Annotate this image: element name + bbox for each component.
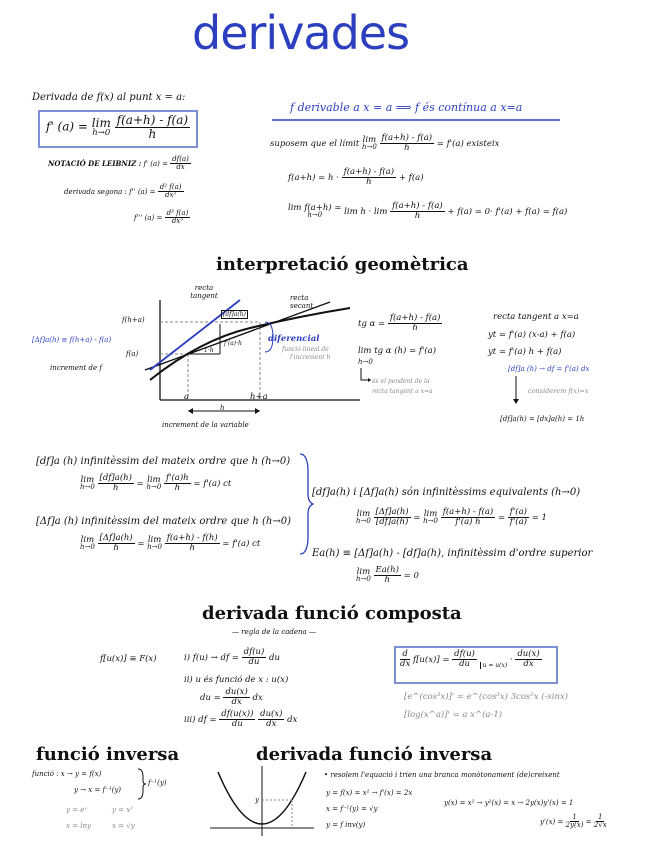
rt-consider: considerem f(x)=x — [528, 387, 589, 395]
chain-f: f[u(x)] = — [412, 654, 450, 665]
tg-lhs: tg α = — [358, 318, 386, 329]
tg-note1: és el pendent de la — [372, 378, 430, 385]
df-d1: h — [112, 482, 119, 493]
third-derivative — [134, 210, 190, 226]
leibniz-lhs: f' (a) = — [143, 159, 168, 168]
Df-sub: h→0 — [80, 543, 95, 552]
step-iii-n1: df(u(x)) — [221, 709, 254, 719]
parabola-graph — [208, 766, 316, 838]
df-sub: h→0 — [80, 483, 95, 492]
continuity-heading: f derivable a x = a ⟹ f és contínua a x=a — [290, 101, 523, 114]
eq1-den: h — [366, 176, 372, 187]
leibniz-num: df(a) — [172, 155, 189, 163]
third-den: dx³ — [171, 217, 184, 226]
inversa-ex2b: x = √y — [112, 822, 135, 830]
label-ft: f'(a)·h — [224, 340, 242, 347]
eq2-mid1: lim h · — [344, 206, 372, 217]
dinversa-r2: y'(x) = $\frac{1}{2y(x)}$ = $\frac{1}{2√x}$ — [540, 813, 607, 830]
df-lim: lim — [80, 474, 95, 485]
step-ii-num: du(x) — [225, 687, 248, 697]
df-sub2: h→0 — [146, 483, 162, 492]
r2-n1: 1 — [572, 813, 577, 821]
rt-last: [df]a(h) = [dx]a(h) = 1h — [500, 415, 585, 423]
Df-infinitesimal: [Δf]a (h) infinitèssim del mateix ordre que h (h→0) — [36, 516, 292, 527]
eq2-end: + f(a) = 0· f'(a) + f(a) = f(a) — [447, 206, 568, 217]
r2-d2: 2√x — [593, 821, 607, 830]
Df-end: = f'(a) ct — [222, 538, 261, 549]
def-sub: h→0 — [92, 127, 111, 138]
ea-d: h — [384, 574, 390, 585]
leibniz-den: dx — [176, 163, 185, 172]
inversa-finv: f⁻¹(y) — [148, 779, 167, 787]
r2-n2: 1 — [597, 813, 603, 821]
dinversa-heading: derivada funció inversa — [256, 744, 493, 765]
eq2-sub: h→0 — [307, 211, 323, 220]
eq1-end: + f(a) — [398, 172, 424, 183]
eq1-lhs: f(a+h) = h · — [288, 172, 339, 183]
suppose-lim: lim — [362, 134, 377, 145]
inversa-ex1a: y = eˣ — [66, 806, 87, 814]
df-n1: [df]a(h) — [99, 473, 132, 483]
eq-lim: lim — [356, 508, 371, 519]
ea-sub: h→0 — [356, 575, 371, 584]
ea-end: = 0 — [403, 570, 419, 581]
step-i-end: du — [269, 652, 280, 663]
chain-example-2: [log(x^a)]' = a x^(a-1) — [404, 710, 503, 720]
axis-h: h — [220, 404, 225, 412]
leibniz-label: NOTACIÓ DE LEIBNIZ : — [48, 158, 142, 168]
limit-line — [288, 202, 567, 221]
dinversa-l2: x = f⁻¹(y) = √y — [326, 805, 378, 813]
chain-sub: u = u(x) — [480, 662, 508, 669]
dinversa-l1: y = f(x) = x² → f'(x) = 2x — [326, 789, 413, 797]
secant-label: recta secant — [290, 294, 314, 310]
df-d2: h — [174, 482, 181, 493]
dinversa-l3: y = f inv(y) — [326, 821, 366, 829]
tg-limit-sub: h→0 — [358, 358, 373, 366]
eq-n1: [Δf]a(h) — [375, 507, 409, 517]
second-label: derivada segona : — [64, 187, 127, 196]
composta-heading: derivada funció composta — [202, 603, 462, 624]
rt-eq1: yt = f'(a) (x-a) + f(a) — [488, 330, 576, 340]
second-lhs: f'' (a) = — [129, 187, 156, 196]
Df-d1: h — [113, 542, 119, 553]
increment-f: increment de f — [50, 364, 102, 372]
dif-label: diferencial — [268, 334, 320, 344]
eq-lim2: lim — [423, 508, 438, 519]
suppose-sub: h→0 — [361, 143, 377, 152]
step-i-num: df(u) — [243, 647, 265, 657]
step-ii: ii) u és funció de x : u(x) — [184, 675, 289, 685]
step-iii — [184, 710, 297, 729]
tg-num: f(a+h) - f(a) — [389, 313, 441, 323]
suppose-end: = f'(a) existeix — [436, 138, 500, 149]
r2-d1: 2y(x) — [565, 821, 584, 830]
inversa-ex2a: x = lny — [66, 822, 91, 830]
def-lim: lim — [91, 115, 111, 130]
step-iii-lhs: iii) df = — [184, 714, 217, 725]
infin-brace — [298, 452, 314, 556]
inversa-heading: funció inversa — [36, 744, 180, 765]
chain-n2: du(x) — [517, 649, 540, 659]
chain-num: df(u) — [454, 649, 475, 659]
delta-left: [Δf]a(h) ≡ f(h+a) - f(a) — [32, 336, 112, 344]
Df-lim: lim — [80, 534, 95, 545]
step-iii-n2: du(x) — [260, 709, 283, 719]
tangent-label: recta tangent — [190, 284, 218, 300]
suppose-text: suposem que el límit — [270, 138, 360, 149]
step-i — [184, 648, 280, 667]
continuity-underline — [272, 118, 562, 122]
third-num: d³ f(a) — [166, 209, 189, 217]
inversa-ex1b: y = x² — [112, 806, 134, 814]
tg-note2: recta tangent a x=a — [372, 388, 433, 395]
label-fa: f(a) — [126, 350, 139, 358]
step-i-lhs: i) f(u) → df = — [184, 652, 239, 663]
eq-n3: f'(a) — [509, 507, 527, 517]
page-title: derivades — [192, 6, 410, 60]
Df-n1: [Δf]a(h) — [99, 533, 133, 543]
second-num: d² f(a) — [159, 183, 182, 191]
tg-limit: lim tg α (h) = f'(a) — [358, 346, 437, 356]
chain-den: du — [459, 658, 470, 669]
ea-line: Ea(h) ≡ [Δf]a(h) - [df]a(h), infinitèssim d'ordre superior — [312, 548, 593, 559]
ea-n: Ea(h) — [375, 565, 399, 575]
suppose-den: h — [404, 142, 410, 153]
eq-d2: f'(a) h — [455, 516, 481, 527]
inversa-line2: y → x = f⁻¹(y) — [74, 786, 122, 794]
leibniz-notation — [48, 156, 191, 172]
derivative-heading: Derivada de f(x) al punt x = a: — [32, 92, 186, 103]
step-ii-eq — [200, 688, 263, 707]
step-iii-end: dx — [287, 714, 298, 725]
label-fha: f(h+a) — [122, 316, 145, 324]
dinversa-bullet: • resolem l'equació i trien una branca monòtonament (de)creixent — [324, 771, 560, 779]
suppose-line — [270, 134, 499, 153]
step-ii-lhs: du = — [200, 692, 221, 703]
def-num: f(a+h) - f(a) — [116, 113, 189, 127]
equivalent-limit: lim h→0 $\frac{[\Delta f]a(h)}{[df]a(h)}$ = lim h→0 $\frac{f(a+h) - f(a)}{f'(a) h}$ = $\frac{f'(a)}{f'(a)}$ = 1 — [356, 507, 547, 527]
rt-eq2: yt = f'(a) h + f(a) — [488, 347, 562, 357]
step-ii-end: dx — [252, 692, 263, 703]
dinversa-r1: y(x) = x² → y²(x) = x → 2y(x)y'(x) = 1 — [444, 799, 574, 807]
eq-d1: [df]a(h) — [375, 516, 409, 527]
df-lim2: lim — [147, 474, 161, 485]
third-lhs: f''' (a) = — [134, 213, 163, 222]
geo-heading: interpretació geomètrica — [216, 254, 469, 275]
ea-lim: lim — [356, 566, 371, 577]
chain-example-1: [e^(cos³x)]' = e^(cos³x) 3cos²x (-sinx) — [404, 692, 569, 702]
label-1h: 1·h — [204, 347, 214, 354]
df-n2: f'(a)h — [166, 473, 189, 483]
composta-lhs: f[u(x)] ≡ F(x) — [100, 654, 157, 664]
step-i-den: du — [248, 656, 260, 667]
chain-rule: $\frac{d}{dx}$ f[u(x)] = $\frac{df(u)}{du}$ u = u(x) · $\frac{du(x)}{dx}$ — [400, 649, 540, 669]
step-iii-d1: du — [231, 718, 243, 729]
chain-dx: dx — [400, 658, 411, 669]
second-den: dx² — [165, 191, 177, 200]
Df-d2: h — [189, 542, 195, 553]
eq2-den: h — [414, 210, 421, 221]
Df-n2: f(a+h) - f(h) — [166, 533, 218, 543]
composta-sub: — regla de la cadena — — [232, 628, 316, 636]
axis-ha: h+a — [250, 392, 268, 402]
eq1-num: f(a+h) - f(a) — [343, 167, 395, 177]
label-df-box: [df]a(h) — [223, 311, 246, 318]
eq2-mid2: lim — [373, 206, 388, 217]
def-den: h — [148, 126, 157, 141]
tg-arrow — [359, 368, 373, 386]
eq2-lhs: lim f(a+h) = — [288, 202, 342, 213]
parabola-y: y — [255, 796, 259, 804]
def-lhs: f' (a) = — [46, 119, 88, 134]
inversa-line1: funció : x → y = f(x) — [32, 770, 102, 778]
expansion-line — [288, 168, 424, 187]
suppose-num: f(a+h) - f(a) — [381, 133, 433, 143]
chain-d: d — [402, 649, 408, 659]
df-limit: lim h→0 $\frac{[df]a(h)}{h}$ = lim h→0 $\frac{f'(a)h}{h}$ = f'(a) ct — [80, 473, 232, 493]
axis-a: a — [184, 392, 190, 402]
tg-den: h — [412, 322, 418, 333]
second-derivative — [64, 184, 184, 200]
step-ii-den: dx — [231, 696, 242, 707]
r2-lhs: y'(x) = — [540, 817, 564, 826]
eq-sub: h→0 — [356, 517, 371, 526]
dif-sub1: funció lineal de — [282, 346, 329, 353]
equivalent-line: [df]a(h) i [Δf]a(h) són infinitèssims equivalents (h→0) — [312, 487, 581, 498]
inversa-brace — [136, 768, 146, 800]
increment-variable: increment de la variable — [162, 421, 249, 429]
chain-d2: dx — [523, 658, 534, 669]
tg-alpha — [358, 314, 442, 333]
Df-sub2: h→0 — [147, 543, 162, 552]
dif-sub2: l'increment h — [290, 354, 331, 361]
Df-lim2: lim — [147, 534, 162, 545]
eq-d3: f'(a) — [509, 516, 527, 527]
eq-sub2: h→0 — [423, 517, 438, 526]
eq2-num: f(a+h) - f(a) — [392, 201, 443, 211]
rt-arrow — [512, 376, 522, 406]
df-end: = f'(a) ct — [193, 478, 232, 489]
step-iii-d2: dx — [266, 718, 277, 729]
ea-limit — [356, 566, 419, 585]
rt-heading: recta tangent a x=a — [493, 312, 579, 322]
rt-df: [df]a (h) → df = f'(a) dx — [508, 365, 590, 373]
Df-limit: lim h→0 $\frac{[\Delta f]a(h)}{h}$ = lim h→0 $\frac{f(a+h) - f(h)}{h}$ = f'(a) ct — [80, 533, 261, 553]
df-infinitesimal: [df]a (h) infinitèssim del mateix ordre que h (h→0) — [36, 456, 291, 467]
derivative-definition — [46, 114, 190, 140]
eq-end: = 1 — [531, 512, 547, 523]
eq-n2: f(a+h) - f(a) — [442, 507, 494, 517]
